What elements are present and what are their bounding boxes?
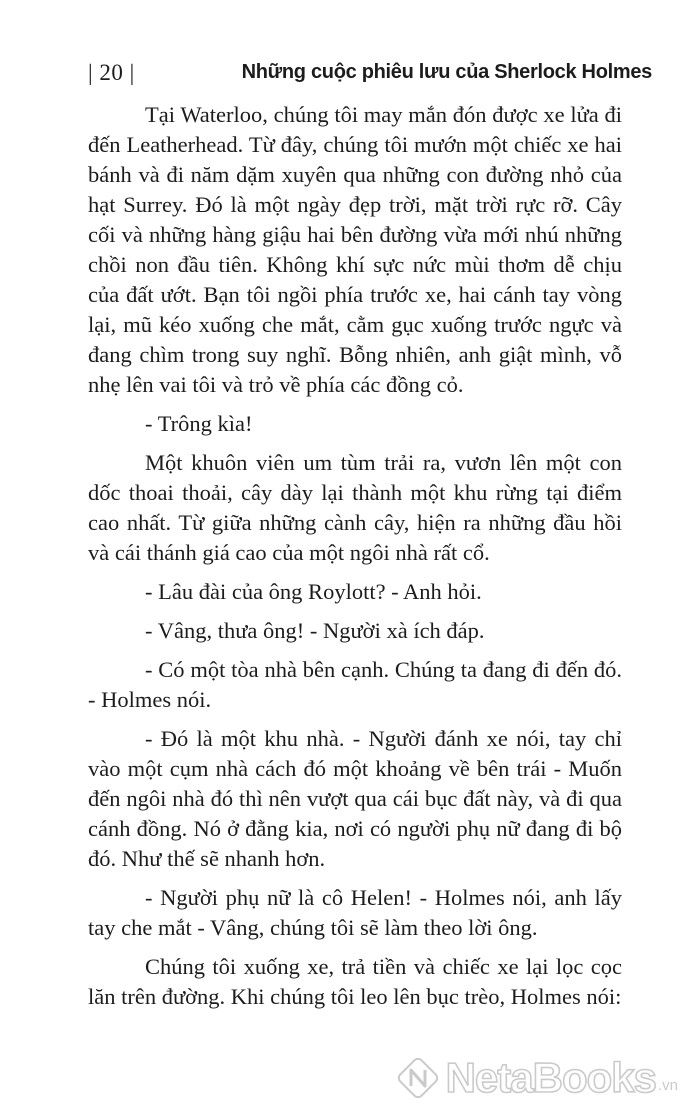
paragraph: - Có một tòa nhà bên cạnh. Chúng ta đang đi đến đó. - Holmes nói. [88,657,622,712]
watermark-brand: NetaBooks [445,1054,656,1101]
page-number: | 20 | [88,60,135,85]
running-title: Những cuộc phiêu lưu của Sherlock Holmes [241,61,652,83]
paragraph: - Trông kìa! [145,411,253,436]
watermark-suffix: .vn [657,1077,678,1094]
paragraph: - Người phụ nữ là cô Helen! - Holmes nói, anh lấy tay che mắt - Vâng, chúng tôi sẽ làm theo lời ông. [88,885,622,940]
body-text [88,100,622,1021]
paragraph: Tại Waterloo, chúng tôi may mắn đón được xe lửa đi đến Leatherhead. Từ đây, chúng tôi mướn một chiếc xe hai bánh và đi năm dặm xuyên qua những con đường nhỏ của hạt Surrey. Đó là một ngày đẹp trời, mặt trời rực rỡ. Cây cối và những hàng giậu hai bên đường vừa mới nhú những chồi non đầu tiên. Không khí sực nức mùi thơm dễ chịu của đất ướt. Bạn tôi ngồi phía trước xe, hai cánh tay vòng lại, mũ kéo xuống che mắt, cằm gục xuống trước ngực và đang chìm trong suy nghĩ. Bỗng nhiên, anh giật mình, vỗ nhẹ lên vai tôi và trỏ về phía các đồng cỏ. [88,102,622,397]
watermark [396,1054,678,1102]
paragraph: Một khuôn viên um tùm trải ra, vươn lên một con dốc thoai thoải, cây dày lại thành một khu rừng tại điểm cao nhất. Từ giữa những cành cây, hiện ra những đầu hồi và cái thánh giá cao của một ngôi nhà rất cổ. [88,450,622,565]
page-header [88,58,652,98]
paragraph: - Lâu đài của ông Roylott? - Anh hỏi. [145,579,482,604]
netabooks-logo-icon [396,1056,440,1100]
paragraph: - Đó là một khu nhà. - Người đánh xe nói, tay chỉ vào một cụm nhà cách đó một khoảng về bên trái - Muốn đến ngôi nhà đó thì nên vượt qua cái bục đất này, và đi qua cánh đồng. Nó ở đằng kia, nơi có người phụ nữ đang đi bộ đó. Như thế sẽ nhanh hơn. [88,726,622,871]
paragraph: Chúng tôi xuống xe, trả tiền và chiếc xe lại lọc cọc lăn trên đường. Khi chúng tôi leo lên bục trèo, Holmes nói: [88,954,622,1009]
paragraph: - Vâng, thưa ông! - Người xà ích đáp. [145,618,485,643]
